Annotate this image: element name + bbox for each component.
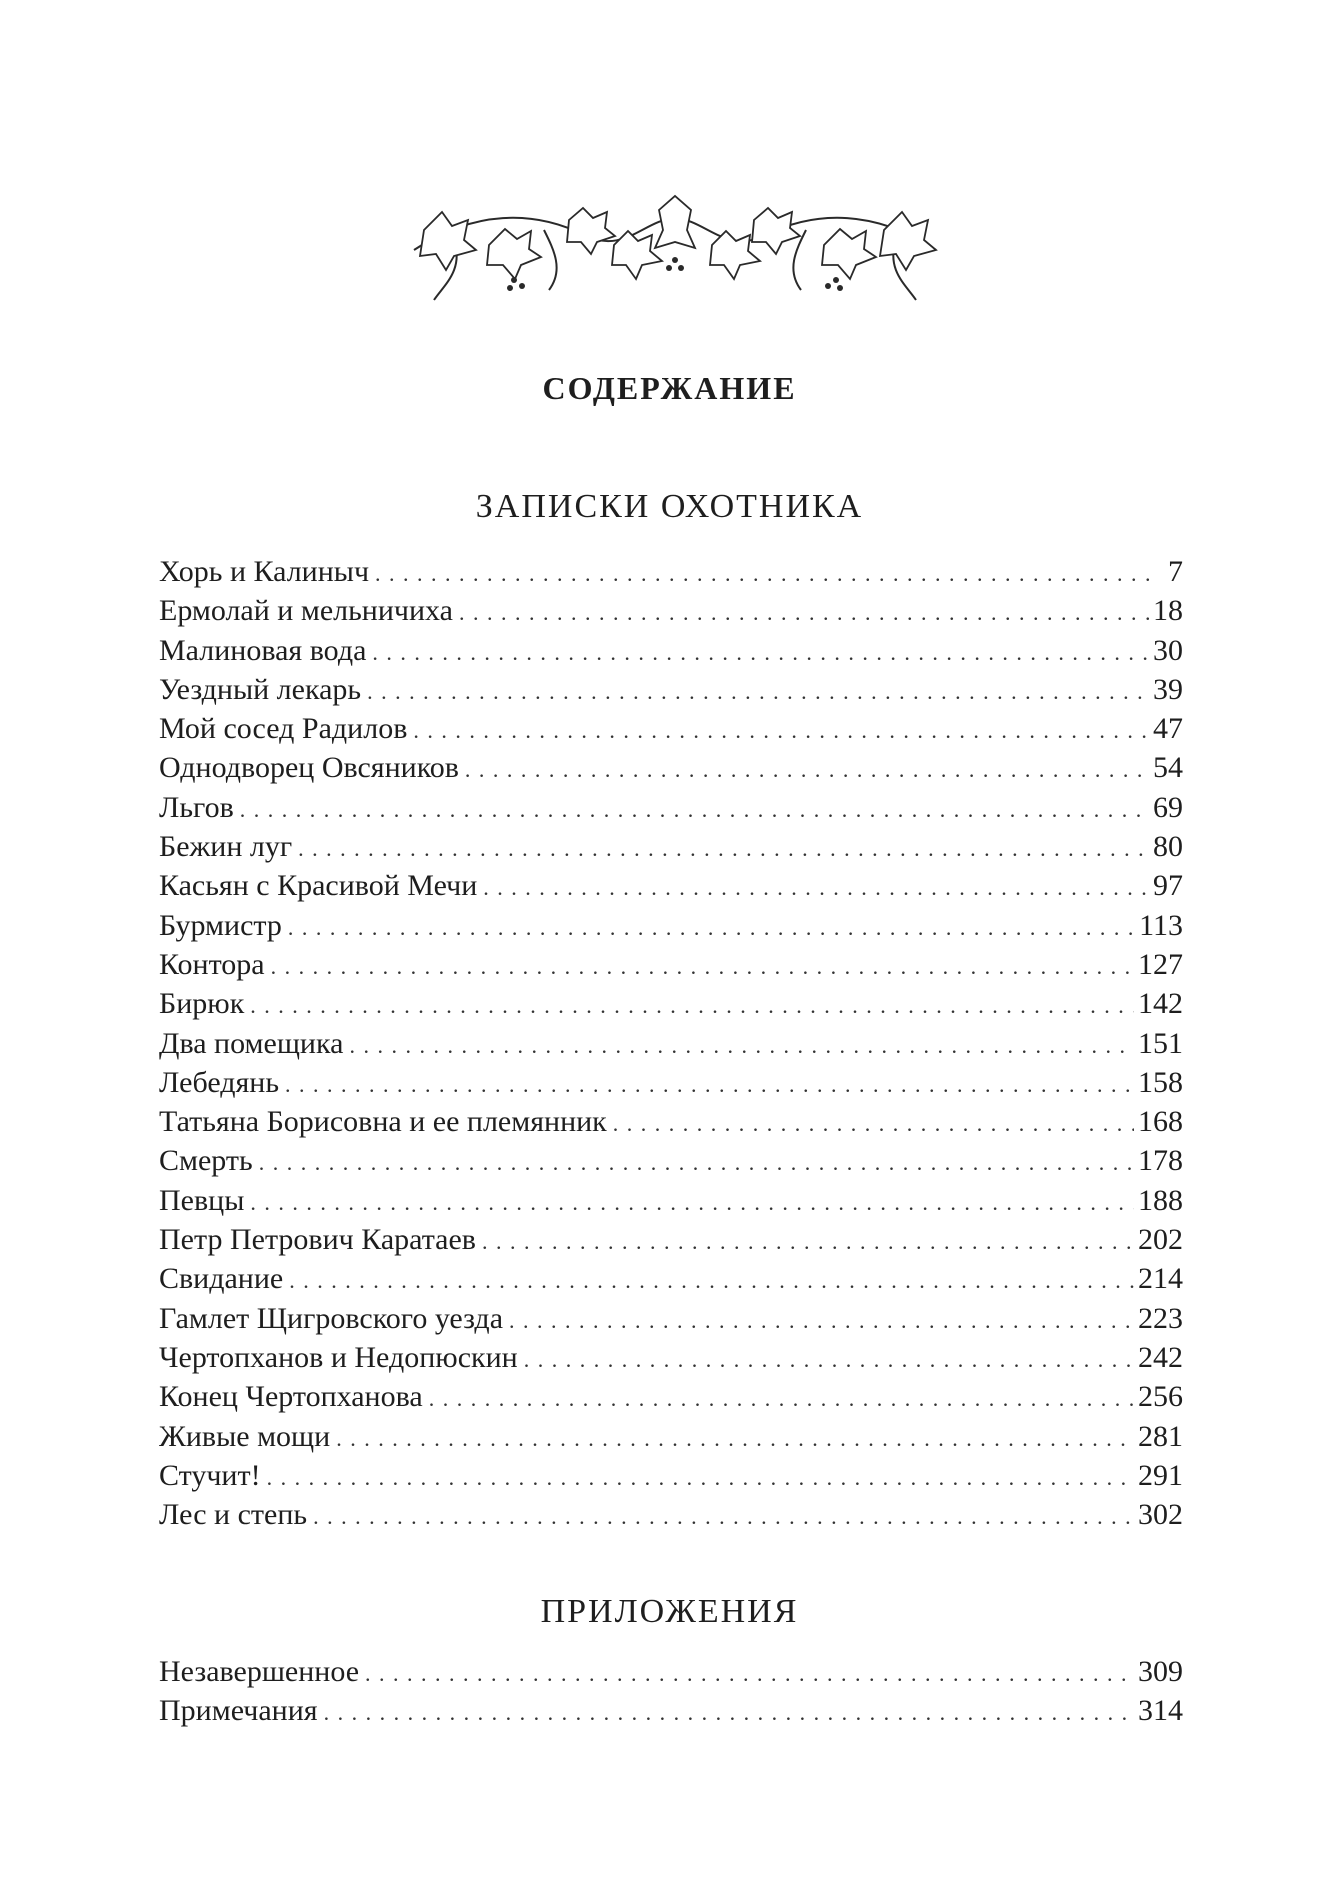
toc-entry[interactable] [159, 1691, 1183, 1730]
toc-entry[interactable] [159, 1220, 1183, 1259]
toc-entry[interactable] [159, 1299, 1183, 1338]
toc-leader-dots [240, 790, 1149, 829]
toc-entry[interactable] [159, 945, 1183, 984]
toc-leader-dots [524, 1340, 1134, 1379]
toc-entry[interactable] [159, 709, 1183, 748]
toc-entry-title: Мой сосед Радилов [159, 712, 408, 746]
toc-entry[interactable] [159, 827, 1183, 866]
toc-entry-page: 281 [1138, 1419, 1183, 1453]
toc-entry-page: 168 [1138, 1105, 1183, 1139]
toc-entry[interactable] [159, 1417, 1183, 1456]
toc-entry[interactable] [159, 1652, 1183, 1691]
toc-entry-title: Примечания [159, 1694, 318, 1728]
toc-leader-dots [509, 1301, 1134, 1340]
toc-entry-page: 39 [1153, 672, 1183, 706]
toc-entry-page: 188 [1138, 1183, 1183, 1217]
toc-entry-title: Контора [159, 947, 265, 981]
toc-leader-dots [267, 1458, 1134, 1497]
toc-entry-title: Лебедянь [159, 1065, 280, 1099]
toc-leader-dots [483, 868, 1149, 907]
toc-entry-title: Стучит! [159, 1458, 261, 1492]
toc-leader-dots [313, 1497, 1134, 1536]
toc-entry[interactable] [159, 1259, 1183, 1298]
toc-entry[interactable] [159, 1181, 1183, 1220]
toc-entry-title: Смерть [159, 1144, 253, 1178]
toc-entry-page: 113 [1139, 908, 1183, 942]
toc-entry[interactable] [159, 631, 1183, 670]
toc-entry[interactable] [159, 1377, 1183, 1416]
toc-leader-dots [465, 750, 1149, 789]
toc-entry[interactable] [159, 866, 1183, 905]
toc-entry-title: Чертопханов и Недопюскин [159, 1340, 518, 1374]
toc-entry[interactable] [159, 906, 1183, 945]
toc-leader-dots [459, 593, 1149, 632]
toc-list-appendices [159, 1652, 1183, 1731]
toc-entry-page: 178 [1138, 1144, 1183, 1178]
toc-entry[interactable] [159, 984, 1183, 1023]
toc-leader-dots [324, 1693, 1134, 1732]
toc-entry[interactable] [159, 1495, 1183, 1534]
toc-leader-dots [413, 711, 1149, 750]
toc-leader-dots [285, 1065, 1134, 1104]
toc-entry-title: Два помещика [159, 1026, 344, 1060]
toc-leader-dots [613, 1104, 1134, 1143]
toc-entry-page: 214 [1138, 1262, 1183, 1296]
toc-entry-title: Хорь и Калиныч [159, 555, 370, 588]
toc-entry-title: Малиновая вода [159, 633, 367, 667]
toc-leader-dots [250, 1183, 1134, 1222]
toc-entry-page: 242 [1138, 1340, 1183, 1374]
toc-entry-title: Льгов [159, 790, 234, 824]
toc-entry-page: 158 [1138, 1065, 1183, 1099]
toc-leader-dots [367, 672, 1149, 711]
toc-leader-dots [482, 1222, 1134, 1261]
toc-leader-dots [271, 947, 1134, 986]
section-heading-appendices: ПРИЛОЖЕНИЯ [540, 1593, 799, 1630]
vine-ornament-icon [394, 190, 956, 310]
toc-entry-title: Гамлет Щигровского уезда [159, 1301, 504, 1335]
toc-leader-dots [375, 554, 1155, 593]
toc-entry-page: 97 [1153, 869, 1183, 903]
toc-entry-title: Петр Петрович Каратаев [159, 1223, 476, 1257]
toc-leader-dots [289, 1261, 1134, 1300]
toc-leader-dots [372, 633, 1149, 672]
toc-entry[interactable] [159, 748, 1183, 787]
toc-entry-page: 54 [1153, 751, 1183, 785]
toc-entry[interactable] [159, 1456, 1183, 1495]
toc-entry[interactable] [159, 591, 1183, 630]
toc-entry[interactable] [159, 1102, 1183, 1141]
toc-entry-page: 69 [1153, 790, 1183, 824]
toc-entry-page: 291 [1138, 1458, 1183, 1492]
toc-entry-page: 256 [1138, 1380, 1183, 1414]
toc-entry-title: Певцы [159, 1183, 245, 1217]
toc-entry-page: 151 [1138, 1026, 1183, 1060]
toc-entry[interactable] [159, 670, 1183, 709]
toc-entry-title: Живые мощи [159, 1419, 331, 1453]
toc-entry-title: Лес и степь [159, 1498, 308, 1532]
toc-leader-dots [298, 829, 1149, 868]
toc-leader-dots [288, 908, 1135, 947]
toc-entry-page: 80 [1153, 830, 1183, 864]
toc-entry-page: 223 [1138, 1301, 1183, 1335]
toc-entry[interactable] [159, 1024, 1183, 1063]
toc-leader-dots [336, 1419, 1134, 1458]
toc-entry[interactable] [159, 552, 1183, 591]
toc-entry-title: Бурмистр [159, 908, 282, 942]
toc-entry-title: Ермолай и мельничиха [159, 594, 453, 628]
toc-entry[interactable] [159, 788, 1183, 827]
toc-entry-title: Бежин луг [159, 830, 293, 864]
toc-entry-page: 302 [1138, 1498, 1183, 1532]
toc-entry-page: 30 [1153, 633, 1183, 667]
toc-list-notes [159, 552, 1183, 1534]
toc-entry-title: Незавершенное [159, 1655, 360, 1688]
toc-leader-dots [349, 1026, 1134, 1065]
toc-entry[interactable] [159, 1338, 1183, 1377]
toc-entry-page: 18 [1153, 594, 1183, 628]
toc-leader-dots [365, 1654, 1134, 1693]
toc-leader-dots [429, 1379, 1134, 1418]
section-heading-notes: ЗАПИСКИ ОХОТНИКА [475, 488, 864, 525]
toc-entry-page: 142 [1138, 987, 1183, 1021]
toc-entry-title: Уездный лекарь [159, 672, 362, 706]
toc-entry-page: 127 [1138, 947, 1183, 981]
toc-leader-dots [250, 986, 1134, 1025]
toc-entry-title: Бирюк [159, 987, 245, 1021]
toc-entry[interactable] [159, 1141, 1183, 1180]
toc-entry-title: Однодворец Овсяников [159, 751, 459, 785]
toc-entry-title: Касьян с Красивой Мечи [159, 869, 478, 903]
toc-leader-dots [259, 1143, 1134, 1182]
page-title: СОДЕРЖАНИЕ [542, 370, 797, 406]
toc-entry-title: Свидание [159, 1262, 284, 1296]
toc-entry-page: 7 [1168, 555, 1183, 588]
toc-entry-page: 309 [1138, 1655, 1183, 1688]
toc-entry-title: Конец Чертопханова [159, 1380, 423, 1414]
toc-entry-title: Татьяна Борисовна и ее племянник [159, 1105, 607, 1139]
toc-entry-page: 202 [1138, 1223, 1183, 1257]
toc-entry-page: 47 [1153, 712, 1183, 746]
toc-entry[interactable] [159, 1063, 1183, 1102]
toc-entry-page: 314 [1138, 1694, 1183, 1728]
